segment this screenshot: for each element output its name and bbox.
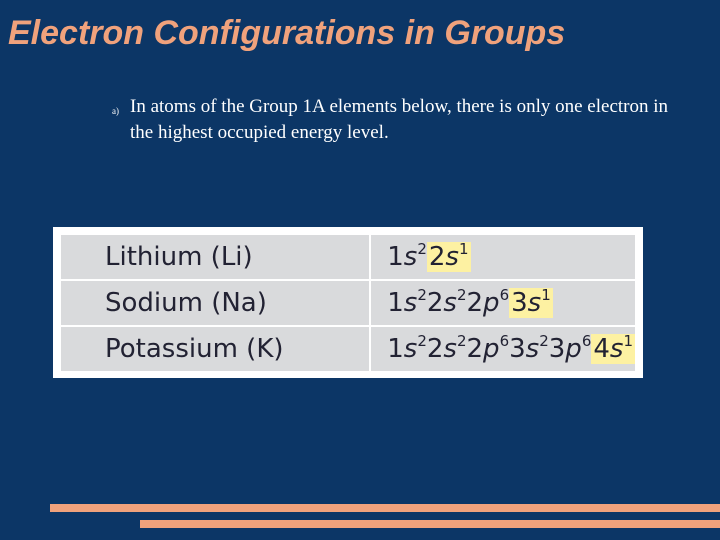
orbital: $1s^2$: [387, 239, 427, 273]
bullet-text: In atoms of the Group 1A elements below, there is only one electron in the highest occupied energy level.: [130, 96, 669, 143]
table-row: [60, 280, 636, 326]
decorative-bar-top: [50, 504, 720, 512]
electron-configuration: [370, 326, 636, 372]
electron-configuration: [370, 280, 636, 326]
valence-orbital: $4s^1$: [593, 331, 633, 365]
orbital: $3p^6$: [548, 331, 592, 365]
orbital: $2p^6$: [466, 285, 510, 319]
electron-configuration: [370, 234, 636, 280]
valence-orbital: $2s^1$: [428, 239, 469, 273]
element-name: Sodium (Na): [60, 280, 370, 326]
configuration-table-card: [53, 227, 643, 378]
orbital: $1s^2$: [387, 285, 427, 319]
orbital: $3s^2$: [509, 331, 549, 365]
table-row: [60, 326, 636, 372]
orbital: $2p^6$: [466, 331, 510, 365]
table-row: [60, 234, 636, 280]
valence-orbital: $3s^1$: [511, 285, 551, 319]
configuration-table: [59, 233, 637, 373]
decorative-bar-bottom: [140, 520, 720, 528]
orbital: $2s^2$: [426, 285, 467, 319]
element-name: Lithium (Li): [60, 234, 370, 280]
orbital: $1s^2$: [387, 331, 427, 365]
element-name: Potassium (K): [60, 326, 370, 372]
orbital: $2s^2$: [426, 331, 467, 365]
bullet-marker: a): [112, 106, 119, 116]
bullet-item: [112, 94, 672, 146]
slide-title: Electron Configurations in Groups: [8, 14, 566, 52]
